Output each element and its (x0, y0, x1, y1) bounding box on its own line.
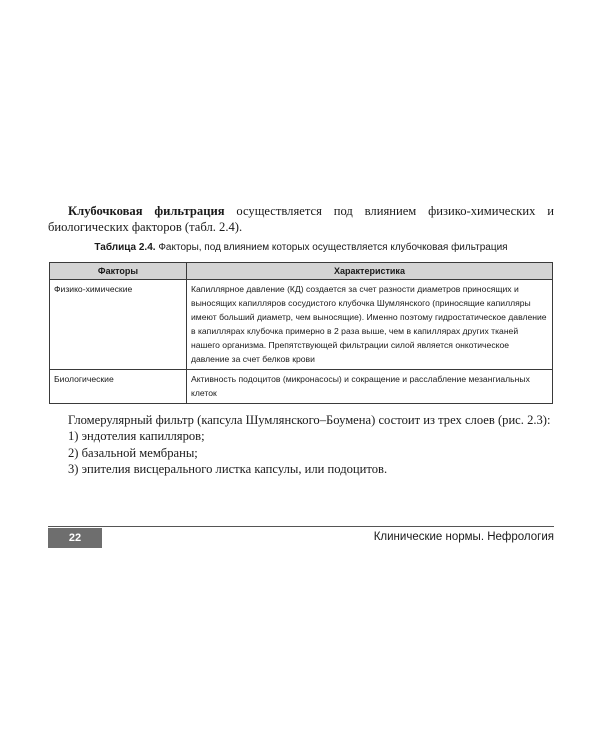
header-characteristic: Характеристика (187, 263, 553, 280)
body-text (48, 412, 554, 478)
footer-divider (48, 526, 554, 527)
table-caption-label: Таблица 2.4. (94, 242, 156, 253)
description-cell: Капиллярное давление (КД) создается за счет разности диаметров приносящих и выносящих капилляров сосудистого клубочка Шумлянского (приносящие капилляры имеют больший диаметр, чем выносящие). Именно поэтому гидростатическое давление в капиллярах клубочка примерно в 2 раза выше, чем в капиллярах других тканей нашего организма. Препятствующей фильтрации силой является онкотическое давление за счет белков крови (187, 280, 553, 370)
factor-cell: Биологические (50, 370, 187, 404)
factor-cell: Физико-химические (50, 280, 187, 370)
intro-text: осуществляется под влиянием физико-химических и биологических факторов (табл. 2.4). (48, 204, 554, 234)
description-cell: Активность подоцитов (микронасосы) и сокращение и расслабление мезангиальных клеток (187, 370, 553, 404)
list-item: 3) эпителия висцерального листка капсулы, или подоцитов. (68, 462, 388, 477)
table-caption-text: Факторы, под влиянием которых осуществляется клубочковая фильтрация (155, 242, 508, 253)
intro-term: Клубочковая фильтрация (68, 204, 225, 218)
table-header-row (50, 263, 553, 280)
header-factors: Факторы (50, 263, 187, 280)
list-item: 1) эндотелия капилляров; (68, 429, 205, 444)
running-title: Клинические нормы. Нефрология (373, 531, 554, 543)
table-row (50, 280, 553, 370)
body-paragraph: Гломерулярный фильтр (капсула Шумлянского–Боумена) состоит из трех слоев (рис. 2.3): (68, 413, 551, 427)
factors-table (49, 262, 553, 404)
intro-paragraph (48, 203, 554, 235)
page-number: 22 (48, 528, 102, 548)
table-caption (48, 242, 554, 254)
list-item: 2) базальной мембраны; (68, 445, 198, 460)
table-row (50, 370, 553, 404)
